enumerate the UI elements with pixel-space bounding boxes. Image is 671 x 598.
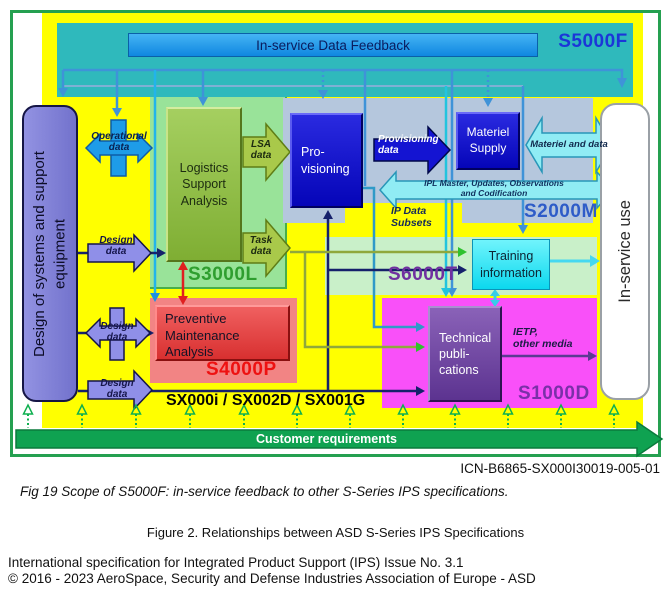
s3000l-label: S3000L: [188, 264, 258, 285]
s6000t-label: S6000T: [388, 264, 458, 285]
task-data-label: Task data: [249, 235, 273, 258]
design-data-label-1: Design data: [99, 235, 133, 258]
ip-data-subsets-line2: Subsets: [391, 217, 432, 229]
provisioning-data-label: Provisioning data: [378, 134, 439, 157]
customer-requirements-label: Customer requirements: [255, 432, 397, 446]
materiel-supply-box: [456, 112, 520, 170]
operational-data-label: Operational data: [91, 131, 147, 154]
figure2-caption: Figure 2. Relationships between ASD S-Series IPS Specifications: [146, 525, 525, 540]
in-service-use-label: In-service use: [615, 200, 634, 303]
ipl-label-line2: and Codification: [460, 188, 528, 198]
lsa-label: Logistics Support Analysis: [179, 161, 229, 208]
design-of-systems-box: [22, 105, 78, 402]
in-service-data-feedback-banner: [128, 33, 538, 57]
design-data-label-2: Design data: [100, 321, 134, 344]
ietp-label-line1: IETP,: [513, 326, 538, 338]
ipl-label-line1: IPL Master, Updates, Observations: [424, 178, 564, 188]
design-of-systems-label: Design of systems and support equipment: [30, 150, 68, 357]
fig19-caption: Fig 19 Scope of S5000F: in-service feedback to other S-Series IPS specifications.: [20, 484, 509, 499]
pma-label: Preventive Maintenance Analysis: [165, 311, 240, 360]
ip-data-subsets-line1: IP Data: [391, 205, 427, 217]
ietp-label-line2: other media: [513, 338, 573, 350]
s1000d-label: S1000D: [518, 383, 590, 404]
training-information-box: [472, 239, 550, 290]
design-data-label-3: Design data: [100, 378, 134, 401]
s4000p-label: S4000P: [206, 359, 277, 380]
footer-spec-line: International specification for Integrated Product Support (IPS) Issue No. 3.1: [8, 555, 464, 570]
sx-bar-label: SX000i / SX002D / SX001G: [166, 392, 366, 409]
lsa-data-label: LSA data: [250, 139, 272, 162]
logistics-support-analysis-box: [166, 107, 242, 262]
materiel-supply-label: Materiel Supply: [466, 125, 510, 155]
tech-pubs-label: Technical publi-cations: [439, 330, 492, 378]
provisioning-label: Pro-visioning: [301, 145, 350, 176]
s2000m-label: S2000M: [524, 201, 598, 222]
banner-label: In-service Data Feedback: [256, 38, 410, 53]
materiel-and-data-label: Materiel and data: [530, 139, 608, 150]
technical-publications-box: [428, 306, 502, 402]
s5000f-label: S5000F: [558, 31, 628, 52]
footer-copyright-line: © 2016 - 2023 AeroSpace, Security and Defense Industries Association of Europe - ASD: [8, 571, 536, 586]
preventive-maintenance-box: [155, 305, 290, 361]
provisioning-box: [290, 113, 363, 208]
training-label: Training information: [480, 249, 542, 280]
icn-reference: ICN-B6865-SX000I30019-005-01: [460, 461, 660, 476]
